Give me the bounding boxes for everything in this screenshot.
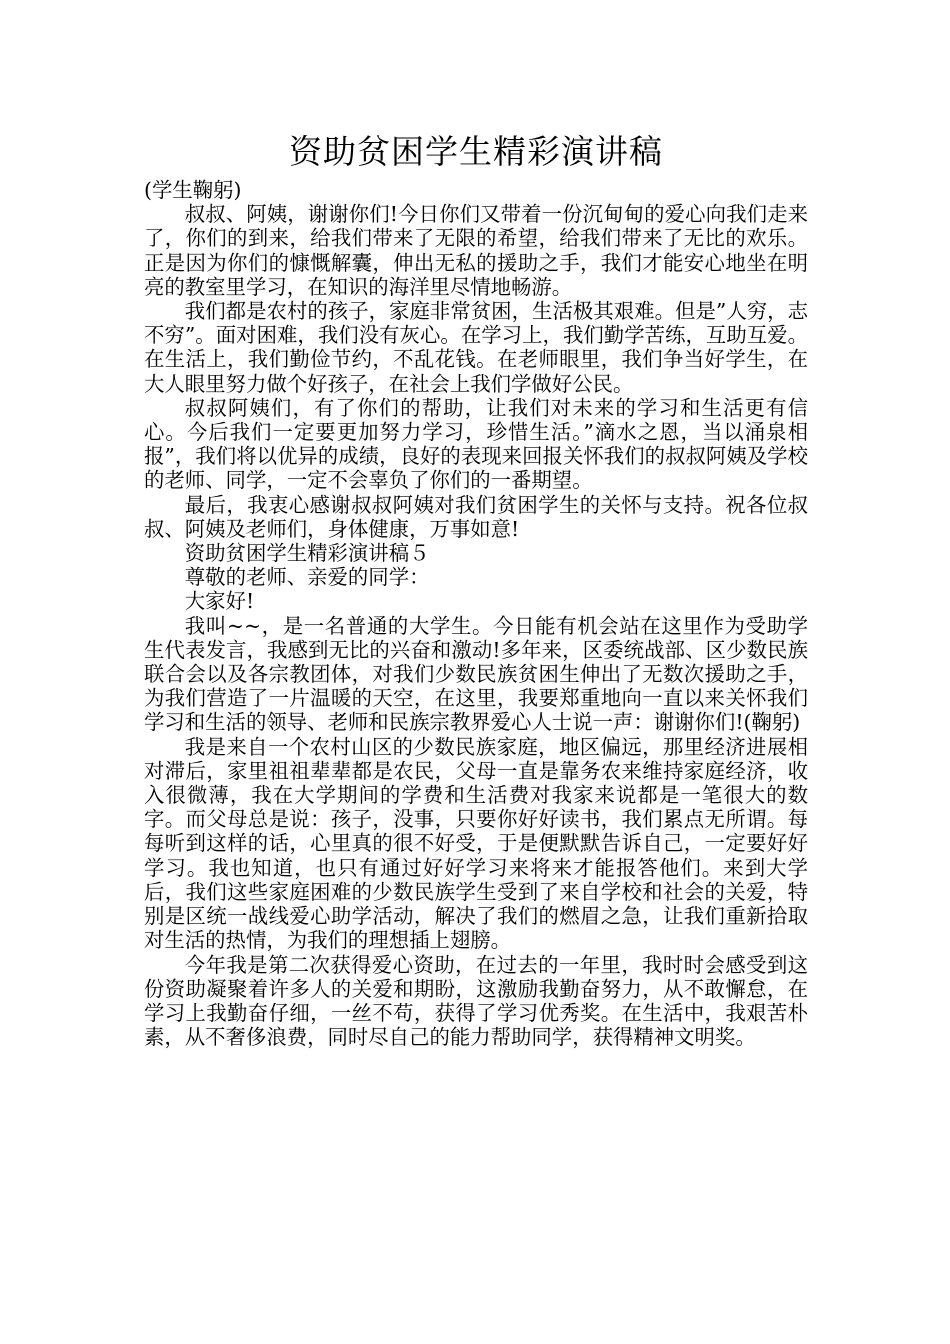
paragraph-confidence: 叔叔阿姨们，有了你们的帮助，让我们对未来的学习和生活更有信心。今后我们一定要更加努力学习，珍惜生活。”滴水之恩，当以涌泉相报”，我们将以优异的成绩，良好的表现来回报关怀我们的叔叔阿姨及学校的老师、同学，一定不会辜负了你们的一番期望。 [144,395,808,493]
paragraph-closing-thanks: 最后，我衷心感谢叔叔阿姨对我们贫困学生的关怀与支持。祝各位叔叔、阿姨及老师们，身体健康，万事如意! [144,492,808,541]
paragraph-rural-children: 我们都是农村的孩子，家庭非常贫困，生活极其艰难。但是”人穷，志不穷”。面对困难，我们没有灰心。在学习上，我们勤学苦练，互助互爱。在生活上，我们勤俭节约，不乱花钱。在老师眼里，我们争当好学生，在大人眼里努力做个好孩子，在社会上我们学做好公民。 [144,299,808,396]
paragraph-salutation: 尊敬的老师、亲爱的同学： [184,565,430,590]
paragraph-introduction: 我叫~~，是一名普通的大学生。今日能有机会站在这里作为受助学生代表发言，我感到无比的兴奋和激动!多年来，区委统战部、区少数民族联合会以及各宗教团体，对我们少数民族贫困生伸出了无数次援助之手，为我们营造了一片温暖的天空，在这里，我要郑重地向一直以来关怀我们学习和生活的领导、老师和民族宗教界爱心人士说一声：谢谢你们!(鞠躬) [144,613,808,735]
paragraph-this-year: 今年我是第二次获得爱心资助，在过去的一年里，我时时会感受到这份资助凝聚着许多人的关爱和期盼，这激励我勤奋努力，从不敢懈怠，在学习上我勤奋仔细，一丝不苟，获得了学习优秀奖。在生活中，我艰苦朴素，从不奢侈浪费，同时尽自己的能力帮助同学，获得精神文明奖。 [144,952,808,1050]
document-page [144,126,808,1049]
paragraph-greeting: 大家好! [184,589,255,614]
paragraph-thanks: 叔叔、阿姨，谢谢你们!今日你们又带着一份沉甸甸的爱心向我们走来了，你们的到来，给我们带来了无限的希望，给我们带来了无比的欢乐。正是因为你们的慷慨解囊，伸出无私的援助之手，我们才能安心地坐在明亮的教室里学习，在知识的海洋里尽情地畅游。 [144,202,808,299]
document-title: 资助贫困学生精彩演讲稿 [289,132,663,171]
paragraph-speech-5-heading: 资助贫困学生精彩演讲稿５ [184,541,430,566]
paragraph-family-background: 我是来自一个农村山区的少数民族家庭，地区偏远，那里经济进展相对滞后，家里祖祖辈辈都是农民，父母一直是靠务农来维持家庭经济，收入很微薄，我在大学期间的学费和生活费对我家来说都是一笔很大的数字。而父母总是说：孩子，没事，只要你好好读书，我们累点无所谓。每每听到这样的话，心里真的很不好受，于是便默默告诉自己，一定要好好学习。我也知道，也只有通过好好学习来将来才能报答他们。来到大学后，我们这些家庭困难的少数民族学生受到了来自学校和社会的关爱，特别是区统一战线爱心助学活动，解决了我们的燃眉之急，让我们重新拾取对生活的热情，为我们的理想插上翅膀。 [144,734,808,953]
paragraph-bow-note: (学生鞠躬) [144,178,242,202]
